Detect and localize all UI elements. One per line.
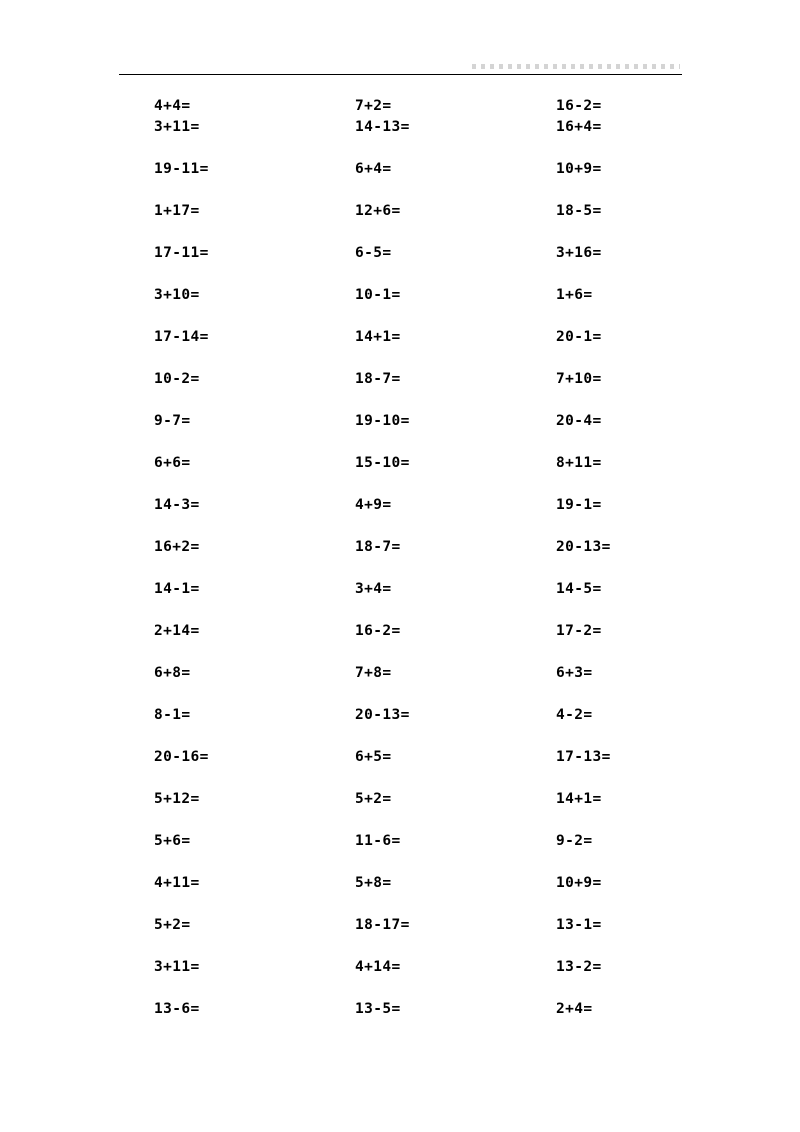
problem-22-3: 13-2= xyxy=(556,959,602,975)
problem-17-1: 20-16= xyxy=(154,749,209,765)
problem-row xyxy=(0,411,800,431)
problem-row xyxy=(0,747,800,767)
problem-row xyxy=(0,537,800,557)
problem-19-3: 9-2= xyxy=(556,833,593,849)
problem-row xyxy=(0,579,800,599)
problem-8-3: 7+10= xyxy=(556,371,602,387)
problem-17-3: 17-13= xyxy=(556,749,611,765)
problem-10-1: 6+6= xyxy=(154,455,191,471)
problem-20-2: 5+8= xyxy=(355,875,392,891)
problem-row xyxy=(0,117,800,137)
problem-6-2: 10-1= xyxy=(355,287,401,303)
problem-23-3: 2+4= xyxy=(556,1001,593,1017)
problem-13-2: 3+4= xyxy=(355,581,392,597)
problem-8-2: 18-7= xyxy=(355,371,401,387)
problem-23-2: 13-5= xyxy=(355,1001,401,1017)
problem-18-3: 14+1= xyxy=(556,791,602,807)
problem-row xyxy=(0,159,800,179)
problem-22-2: 4+14= xyxy=(355,959,401,975)
problem-row xyxy=(0,999,800,1019)
problem-row xyxy=(0,201,800,221)
problem-row xyxy=(0,873,800,893)
problem-14-2: 16-2= xyxy=(355,623,401,639)
problem-row xyxy=(0,663,800,683)
problem-row xyxy=(0,495,800,515)
problem-21-3: 13-1= xyxy=(556,917,602,933)
problem-19-1: 5+6= xyxy=(154,833,191,849)
problem-11-2: 4+9= xyxy=(355,497,392,513)
problem-row xyxy=(0,285,800,305)
problem-4-2: 12+6= xyxy=(355,203,401,219)
problem-3-3: 10+9= xyxy=(556,161,602,177)
problem-5-1: 17-11= xyxy=(154,245,209,261)
problem-row xyxy=(0,327,800,347)
problem-20-3: 10+9= xyxy=(556,875,602,891)
problem-9-3: 20-4= xyxy=(556,413,602,429)
problem-19-2: 11-6= xyxy=(355,833,401,849)
problem-row xyxy=(0,369,800,389)
problem-12-2: 18-7= xyxy=(355,539,401,555)
problem-5-2: 6-5= xyxy=(355,245,392,261)
problem-22-1: 3+11= xyxy=(154,959,200,975)
problem-row xyxy=(0,705,800,725)
problem-3-2: 6+4= xyxy=(355,161,392,177)
problem-row xyxy=(0,243,800,263)
problem-11-3: 19-1= xyxy=(556,497,602,513)
problem-13-1: 14-1= xyxy=(154,581,200,597)
problem-4-1: 1+17= xyxy=(154,203,200,219)
problem-row xyxy=(0,789,800,809)
problem-15-1: 6+8= xyxy=(154,665,191,681)
problem-12-1: 16+2= xyxy=(154,539,200,555)
problem-16-1: 8-1= xyxy=(154,707,191,723)
problem-7-2: 14+1= xyxy=(355,329,401,345)
problem-2-2: 14-13= xyxy=(355,119,410,135)
problem-21-2: 18-17= xyxy=(355,917,410,933)
problem-2-3: 16+4= xyxy=(556,119,602,135)
problem-1-1: 4+4= xyxy=(154,98,191,114)
problem-5-3: 3+16= xyxy=(556,245,602,261)
problem-3-1: 19-11= xyxy=(154,161,209,177)
problem-16-2: 20-13= xyxy=(355,707,410,723)
problem-15-3: 6+3= xyxy=(556,665,593,681)
problem-8-1: 10-2= xyxy=(154,371,200,387)
problem-row xyxy=(0,621,800,641)
problem-17-2: 6+5= xyxy=(355,749,392,765)
problem-18-2: 5+2= xyxy=(355,791,392,807)
problem-23-1: 13-6= xyxy=(154,1001,200,1017)
problem-18-1: 5+12= xyxy=(154,791,200,807)
problem-2-1: 3+11= xyxy=(154,119,200,135)
problem-row xyxy=(0,831,800,851)
problem-4-3: 18-5= xyxy=(556,203,602,219)
problem-14-3: 17-2= xyxy=(556,623,602,639)
problem-15-2: 7+8= xyxy=(355,665,392,681)
problem-6-1: 3+10= xyxy=(154,287,200,303)
problem-9-2: 19-10= xyxy=(355,413,410,429)
problem-row xyxy=(0,957,800,977)
problem-11-1: 14-3= xyxy=(154,497,200,513)
problem-9-1: 9-7= xyxy=(154,413,191,429)
problem-row xyxy=(0,915,800,935)
problem-7-1: 17-14= xyxy=(154,329,209,345)
problem-12-3: 20-13= xyxy=(556,539,611,555)
problem-1-2: 7+2= xyxy=(355,98,392,114)
problem-13-3: 14-5= xyxy=(556,581,602,597)
problem-1-3: 16-2= xyxy=(556,98,602,114)
problem-10-3: 8+11= xyxy=(556,455,602,471)
problem-7-3: 20-1= xyxy=(556,329,602,345)
problem-14-1: 2+14= xyxy=(154,623,200,639)
problem-20-1: 4+11= xyxy=(154,875,200,891)
problem-21-1: 5+2= xyxy=(154,917,191,933)
problem-16-3: 4-2= xyxy=(556,707,593,723)
problem-row xyxy=(0,96,800,116)
problem-10-2: 15-10= xyxy=(355,455,410,471)
problem-row xyxy=(0,453,800,473)
problem-6-3: 1+6= xyxy=(556,287,593,303)
